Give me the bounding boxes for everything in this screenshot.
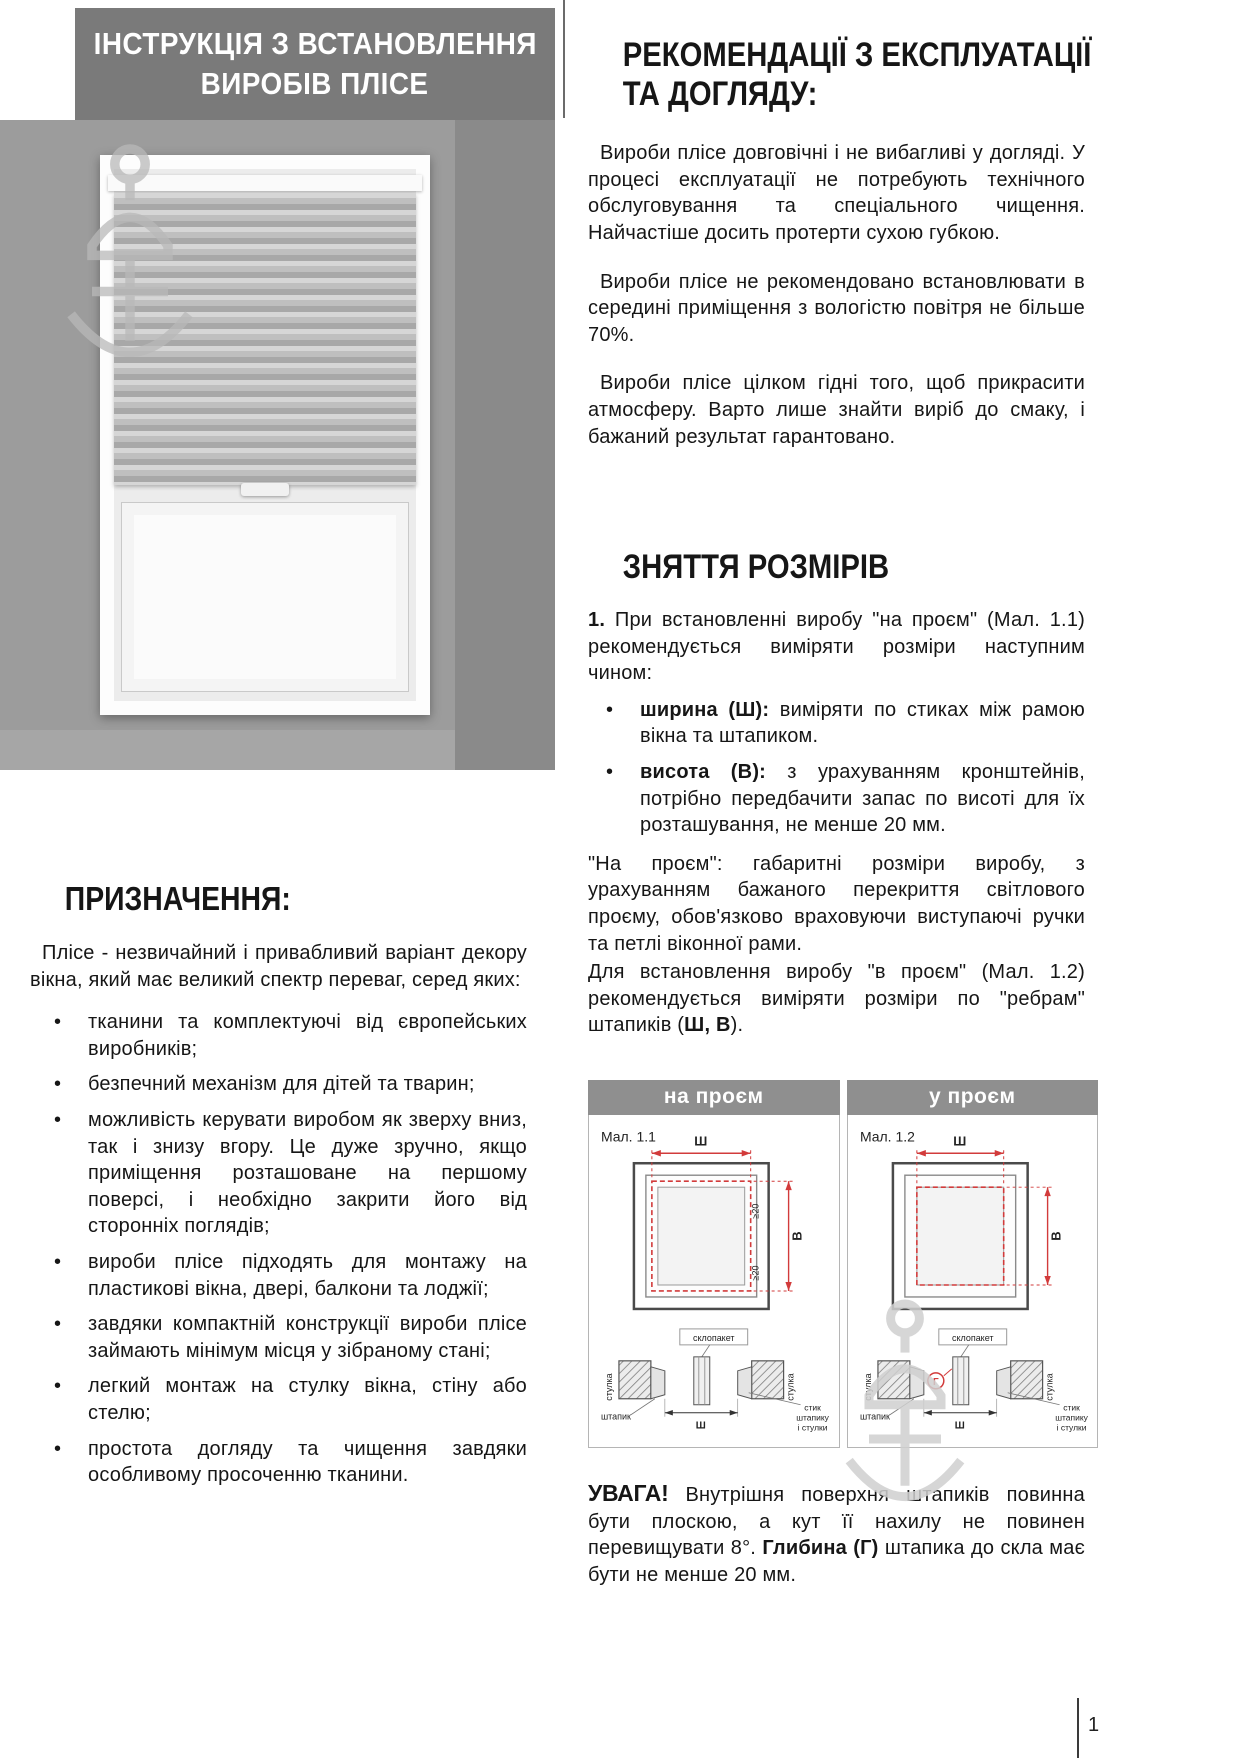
- blind-top-rail: [108, 175, 422, 191]
- list-item: [88, 1311, 527, 1364]
- measurement-section: [588, 548, 1085, 1039]
- list-item-text: легкий монтаж на стулку вікна, стіну або стелю;: [88, 1375, 527, 1424]
- page-number: 1: [1088, 1714, 1100, 1736]
- min-gap-bottom-label: ≥20: [750, 1265, 761, 1281]
- diagrams: [588, 1080, 1098, 1448]
- joint-label-line1: стик: [804, 1402, 821, 1413]
- height-dim-label: В: [789, 1231, 805, 1241]
- care-paragraph: Вироби плісе цілком гідні того, щоб прикрасити атмосферу. Варто лише знайти виріб до смаку, і бажаний результат гарантовано.: [588, 372, 1085, 448]
- joint-label-line2: штапику: [796, 1412, 829, 1423]
- list-item-text: завдяки компактній конструкції вироби плісе займають мінімум місця у зібраному стані;: [88, 1313, 527, 1362]
- bead-label: штапик: [859, 1411, 890, 1422]
- care-paragraph: Вироби плісе довговічні і не вибагливі у догляді. У процесі експлуатації не потребують технічного обслуговування та спеціального чищення. Найчастіше досить протерти сухою губкою.: [588, 142, 1085, 244]
- figure-label: Мал. 1.2: [859, 1128, 915, 1145]
- care-section: [588, 36, 1092, 472]
- window-drawing: [892, 1163, 1027, 1309]
- list-item: [88, 1373, 527, 1426]
- glass-unit-label: склопакет: [951, 1332, 993, 1343]
- v-proem-bold: Ш, В: [684, 1014, 731, 1037]
- list-item: [88, 1107, 527, 1240]
- list-item: [88, 1436, 527, 1489]
- sash-right-label: стулка: [785, 1373, 796, 1401]
- list-item-text: тканини та комплектуючі від європейських виробників;: [88, 1011, 527, 1060]
- purpose-list: [30, 1009, 527, 1489]
- banner-title-line1: ІНСТРУКЦІЯ З ВСТАНОВЛЕННЯ: [93, 26, 537, 61]
- purpose-intro: Плісе - незвичайний і привабливий варіант декору вікна, який має великий спектр переваг, серед яких:: [30, 942, 527, 991]
- glass-unit-label: склопакет: [693, 1332, 735, 1343]
- attention-label: УВАГА!: [588, 1480, 669, 1506]
- diagram-body: [588, 1115, 840, 1448]
- measurement-step: [588, 607, 1085, 687]
- attention-text: штапика до скла має бути не менше 20 мм.: [588, 1537, 1085, 1586]
- sash-left-label: стулка: [603, 1373, 614, 1401]
- list-item-text: безпечний механізм для дітей та тварин;: [88, 1073, 475, 1096]
- list-item: [88, 1249, 527, 1302]
- window-photo-image: [0, 120, 555, 770]
- v-proem-text: ).: [730, 1014, 744, 1037]
- sash-left-label: стулка: [862, 1373, 873, 1401]
- wall-shadow: [455, 120, 555, 770]
- list-item-text: вироби плісе підходять для монтажу на пластикові вікна, двері, балкони та лоджії;: [88, 1250, 527, 1300]
- width-dim-label: Ш: [694, 1133, 708, 1149]
- list-item: [88, 1071, 527, 1098]
- column-divider-line: [563, 0, 565, 118]
- blind-handle: [241, 483, 289, 496]
- diagram-header: на проєм: [588, 1080, 840, 1115]
- attention-text: Внутрішня поверхня штапиків повинна бути плоскою, а кут її нахилу не повинен перевищувати 8°.: [588, 1484, 1085, 1560]
- joint-label-line1: стик: [1062, 1402, 1080, 1413]
- list-item: [88, 1009, 527, 1062]
- width-dim-label: Ш: [952, 1133, 966, 1149]
- bead-label: штапик: [600, 1411, 631, 1422]
- cross-section: [859, 1329, 1088, 1433]
- definition: з урахуванням кронштейнів, потрібно передбачити запас по висоті для їх розташування, не менше 20 мм.: [640, 760, 1085, 837]
- care-title-line1: РЕКОМЕНДАЦІЇ З ЕКСПЛУАТАЦІЇ: [622, 36, 1092, 74]
- v-proem-text: Для встановлення виробу "в проєм" (Мал. 1.2) рекомендується виміряти розміри по "ребрам" штапиків (: [588, 961, 1085, 1037]
- min-gap-top-label: ≥20: [750, 1203, 761, 1219]
- purpose-title: ПРИЗНАЧЕННЯ:: [64, 880, 291, 917]
- page-number-divider: [1077, 1698, 1079, 1758]
- purpose-section: [30, 880, 527, 1498]
- title-banner: [75, 8, 555, 120]
- na-proem-paragraph: "На проєм": габаритні розміри виробу, з урахуванням бажаного перекриття світлового проєму, обов'язково враховуючи виступаючі ручки та петлі віконної рами.: [588, 852, 1085, 955]
- measurement-diagram-na-proem: [589, 1115, 839, 1447]
- bottom-width-label: Ш: [954, 1420, 965, 1432]
- term: висота (В):: [640, 760, 767, 783]
- sash-right-label: стулка: [1044, 1373, 1055, 1401]
- wall-bottom: [0, 730, 455, 770]
- list-item-text: можливість керувати виробом як зверху вниз, так і знизу вгору. Це дуже зручно, якщо приміщення розташоване на першому поверсі, і необхідно закрити його від сторонніх поглядів;: [88, 1108, 527, 1238]
- depth-label: Г: [932, 1376, 939, 1388]
- bottom-width-label: Ш: [695, 1420, 706, 1432]
- window-frame: [100, 155, 430, 715]
- cross-section: [601, 1329, 830, 1433]
- diagram-header: у проєм: [847, 1080, 1099, 1115]
- joint-label-line3: і стулки: [797, 1422, 828, 1433]
- measurement-list: [588, 697, 1085, 839]
- definition: виміряти по стиках між рамою вікна та штапиком.: [640, 698, 1085, 748]
- measurement-title: ЗНЯТТЯ РОЗМІРІВ: [622, 548, 890, 586]
- figure-label: Мал. 1.1: [600, 1128, 656, 1145]
- term: ширина (Ш):: [640, 698, 770, 721]
- care-paragraph: Вироби плісе не рекомендовано встановлювати в середині приміщення з вологістю повітря не більше 70%.: [588, 270, 1085, 346]
- diagram-body: [847, 1115, 1099, 1448]
- v-proem-paragraph: [588, 959, 1085, 1039]
- window-drawing: [634, 1163, 769, 1309]
- step-number: 1.: [588, 609, 606, 631]
- measurement-diagram-u-proem: [848, 1115, 1098, 1447]
- window-glass: [122, 503, 408, 691]
- banner-title-line2: ВИРОБІВ ПЛІСЕ: [201, 66, 429, 101]
- list-item: [640, 697, 1085, 750]
- care-title: [588, 36, 1092, 114]
- joint-label-line2: штапику: [1054, 1412, 1088, 1423]
- list-item-text: простота догляду та чищення завдяки особливому просоченню тканини.: [88, 1437, 527, 1487]
- step-text: При встановленні виробу "на проєм" (Мал. 1.1) рекомендується виміряти розміри наступним чином:: [588, 609, 1085, 685]
- attention-paragraph: [588, 1478, 1085, 1588]
- pleated-blind: [114, 193, 416, 485]
- attention-bold: Глибина (Г): [762, 1537, 879, 1560]
- diagram-panel-na-proem: [588, 1080, 840, 1448]
- window-inner: [114, 169, 416, 701]
- height-dim-label: В: [1048, 1231, 1064, 1241]
- care-title-line2: ТА ДОГЛЯДУ:: [622, 75, 818, 114]
- list-item: [640, 759, 1085, 839]
- diagram-panel-u-proem: [847, 1080, 1099, 1448]
- joint-label-line3: і стулки: [1056, 1422, 1086, 1433]
